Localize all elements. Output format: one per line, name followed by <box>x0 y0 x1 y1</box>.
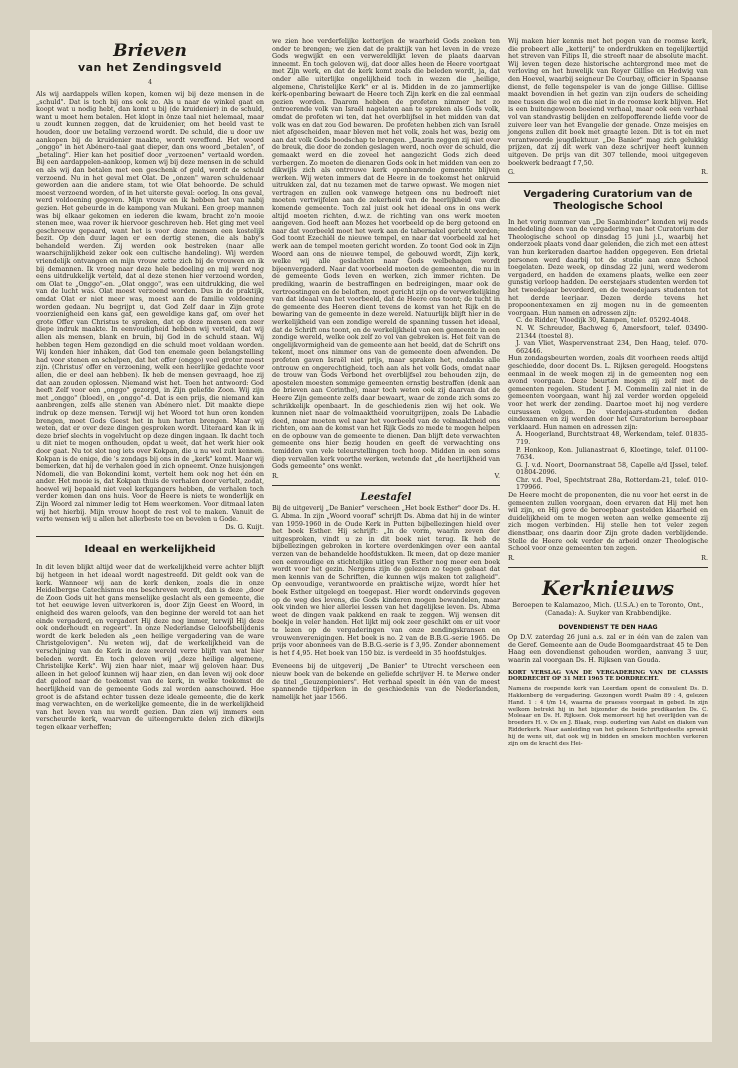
students-list <box>508 317 708 355</box>
col2-body: we zien hoe verderfelijke ketterijen de waarheid Gods zoeken ten onder te brengen; we zien dat de praktijk van het leven in de vreze Gods wegwijkt en een verwereldlijkt leven de plaats daarvan inneemt. En toch geloven wij, dat door alles heen de Heere voortgaat met Zijn werk, en dat de kerk komt zoals die beleden wordt, ja, dat onder alle uiterlijke ongelijkheid toch in wezen die „heilige, algemene, Christelijke Kerk" er al is. Midden in de zo jammerlijke kerk-openbaring bewaart de Heere toch Zijn kerk en die zal eenmaal gezien worden. Daarom hebben de profeten nimmer het zo ontroerende volk van Israël nagelaten aan te spreken als Gods volk, omdat de profeten wi ten, dat het overblijfsel in het midden van dat volk was en dat zou God bewaren. De profeten hebben zich van Israël niet afgescheiden, maar bleven met het volk, zoals het was, bezig om aan dat volk Gods boodschap te brengen. „Daarin zeggen zij niet over de breuk, die door de zonden geslagen werd, noch over de schuld, die gemaakt werd en die zoveel het aangezicht Gods zich deed verbergen. Zo moeten de dienaren Gods ook in het midden van een zo dikwijls zich als ontrouwe kerk openbarende gemeente blijven werken. Wij weten immers dat de Heere in de toekomst het onkruid uitrukken zal, dat nu tezamen met de tarwe opwast. We mogen niet vertragen en zullen ook vanwege hetgeen ons nu bedroeft niet moeten vertwijfelen aan de zekerheid van de heerlijkheid van die komende gemeente. Toch zal juist ook het ideaal ons in ons werk altijd moeten richten, d.w.z. de richting van ons werk moeten aangeven. God heeft aan Mozes het voorbeeld op de berg getoond en naar dat voorbeeld moet het werk aan de tabernakel gericht worden; God toont Ezechiël de nieuwe tempel, en naar dat voorbeeld zal het werk aan de tempel moeten gericht worden. Zo toont God ook in Zijn Woord aan ons de nieuwe tempel, de gebouwd wordt, Zijn kerk, welke wij alle geslachten naar Gods welbehagen wordt bijeenvergaderd. Naar dat voorbeeld moeten de gemeenten, die nu in de gemeente Gods leven en werken, zich immer richten. De prediking, waarin de bestraffingen en bedreigingen, maar ook de vertroostingen en de beloften, moet gericht zijn op de verwerkelijking van dat ideaal van het voorbeeld, dat de Heere ons toont; de tucht in de gemeente des Heeren dient tevens de komst van het Rijk en de bewaring van de gemeente in deze wereld. Natuurlijk blijft hier in de werkelijkheid van een zondige wereld de spanning tussen het ideaal, dat de Schrift ons toont, en de werkelijkheid van een gemeente in een zondige wereld, welke ook zelf zo vol van gebreken is. Het feit van de ongelijkvormigheid van de gemeente aan het beeld, dat de Schrift ons tekent, moet ons nimmer ons van de gemeente doen afwenden. De profeten gaven Israël niet prijs, maar spraken het, ondanks alle ontrouw en ongerechtigheid, toch aan als het volk Gods, omdat naar de trouw van Gods Verbond het overblijfsel zou behouden zijn, de apostelen moesten sommige gemeenten ernstig bestraffen (denk aan de brieven aan Corinthe), maar toch weten ook zij daarvan dat de Heere Zijn gemeente zelfs daar bewaart, waar de zonde zich soms zo schrikkelijk openbaart. In de geschiedenis zien wij het ook. We kunnen niet naar de volmaaktheid vooruitgrijpen, zoals De Labadie deed, maar moeten wel naar het voorbeeld van de volmaaktheid ons richten, om aan de komst van het Rijk Gods zo mede te mogen helpen en de opbouw van de gemeente te dienen. Dan blijft dete verwachten gemeente ons hier bezig houden en geeft de verwachting ons temidden van vele teleurstellingen toch hoop. Midden in een soms diep vervallen kerk voorthe werken, wetende dat „de heerlijkheid van Gods gemeente" ons wenkt. <box>272 37 501 471</box>
col2-signature <box>272 473 500 481</box>
divider <box>36 536 264 537</box>
brieven-title-script: Brieven <box>113 41 187 61</box>
leestafel-title: Leestafel <box>360 492 412 504</box>
leestafel-body2: Eveneens bij de uitgeverij „De Banier" te Utrecht verscheen een nieuw boek van de bekende en geliefde schrijver H. te Merwe onder de titel „Geuzenpioniers". Het verhaal speelt in één van de meest spannende tijdperken in de geschiedenis van de Nederlanden, namelijk het jaar 1566. <box>272 662 500 701</box>
col3-signature <box>508 169 708 177</box>
kerknieuws-title: Kerknieuws <box>542 576 674 601</box>
curatorium-body: In het vorig nummer van „De Saambinder" konden wij reeds mededeling doen van de vergadering van het Curatorium der Theologische school op dinsdag 15 juni j.l., waarbij het onderzoek plaats vond daar gelenden, die zich met een attest van hun kerkeraden daartoe hadden opgegeven. Een drietal personen werd daarbij tot de studie aan onze School toegelaten. Deze week, op dinsdag 22 juni, werd wederom vergaderd, en hadden de examens plaats, welke een zeer gunstig verloop hadden. De eerstejaars studenten werden tot het tweedejaar bevorderd, en de tweedejaars studenten tot het derde leerjaar. Dezen derde tevens het propoonentexamen en zij mogen nu in de gemeenten voorgaan. Hun namen en adressen zijn: <box>508 217 708 317</box>
students-list-2 <box>508 431 708 492</box>
divider <box>272 485 500 486</box>
sig-right: R. <box>701 168 708 177</box>
divider <box>508 567 708 568</box>
verslag-title: KORT VERSLAG VAN DE VERGADERING VAN DE CLASSIS DORDRECHT OP 31 MEI 1965 TE DORDRECHT. <box>508 669 708 683</box>
dovendienst-title: DOVENDIENST TE DEN HAAG <box>558 623 658 631</box>
divider <box>508 182 708 183</box>
newspaper-page <box>30 30 712 1042</box>
sig-right: V. <box>494 471 500 480</box>
ideaal-title: Ideaal en werkelijkheid <box>84 544 216 556</box>
student-item: N. W. Schreuder, Bachweg 6, Amersfoort, telef. 03490-21344 (toestel 8). <box>516 324 708 340</box>
student-item: J. van Vliet, Waspervenstraat 234, Den Haag, telef. 070-662446. <box>516 339 708 355</box>
col3-top: Wij maken hier kennis met het pogen van de roomse kerk, die probeert alle „ketterij" te onderdrukken en tegelijkertijd het streven van Filips II, die streeft naar de absolute macht. Wij leven tegen deze historische achtergrond mee met de verloving en het huwelijk van Reyer Gillise en Hedwig van den Hoevel, waarbij seigneur De Courbay, officier in Spaanse dienst, de felle tegenspeler is van de jonge Gillise. Gillise maakt bovendien in het gezin van zijn ouders de scheiding mee tussen die wel en die niet in de roomse kerk blijven. Het is een buitengewoon boeiend verhaal, maar ook een verhaal vol van standvastig belijden en zelfopofferende liefde voor de zuivere leer van het Evangelie der genade. Onze meisjes en jongens zullen dit boek met graagte lezen. Dit is tot en met verantwoorde jeugdlektuur. „De Banier" mag zich gelukkig prijzen, dat zij dit werk van deze schrijver heeft kunnen uitgeven. De prijs van dit 307 tellende, mooi uitgegeven boekwerk bedraagt f 7,50. <box>508 37 708 167</box>
student-item: A. Hoogerland, Burchtstraat 48, Werkendam, telef. 01835-719. <box>516 430 708 446</box>
column-2 <box>272 30 500 701</box>
sig-left: R. <box>272 471 279 480</box>
student-item: C. de Ridder, Vloedijk 30, Kampen, telef. 05292-4048. <box>516 316 691 325</box>
curatorium-body2: Hun zondagsbeurten worden, zoals dit voorheen reeds altijd geschiedde, door docent Ds. L. Rijksen geregeld. Hoogstens eenmaal in de week mogen zij in de gemeenten nog een avond voorgaan. Deze beurten mogen zij zelf met de gemeenten regelen. Student J. M. Commelin zal niet in de gemeenten voorgaan, want hij zal verder worden opgeleid voor het werk der zending. Daartoe moet hij nog verdere cursussen volgen. De vierdejaars-studenten deden eindexamen en zij werden door het Curatorium beroepbaar verklaard. Hun namen en adressen zijn: <box>508 354 708 431</box>
brieven-title: van het Zendingsveld <box>77 61 223 74</box>
brieven-signature: Ds. G. Kuijt. <box>225 522 264 531</box>
student-item: Chr. v.d. Poel, Spechtstraat 28a, Rotterdam-21, telef. 010-179966. <box>516 475 708 492</box>
kerknieuws-subtitle: Beroepen te Kalamazoo, Mich. (U.S.A.) en te Toronto, Ont., (Canada): A. Suyker van Krabbendijke. <box>512 601 704 617</box>
brieven-body: Als wij aardappels willen kopen, komen wij bij deze mensen in de „schuld". Dat is toch bij ons ook zo. Als u naar de winkel gaat en koopt wat u nodig hebt, dan komt u bij (de kruidenier) in de schuld, want u moet hem betalen. Het klopt in önze taal niet helemaal, maar u zoudt kunnen zeggen, dat de kruidenier, om het beeld vast te houden, door uw betaling verzoend wordt. De schuld, die u door uw aankopen bij de kruidenier maakte, wordt vereffend. Het woord „onggo" in het Abénero-taal gaat dieper, dan ons woord „betalen", of „betaling". Hier kan het positief door „verzoenen" vertaald worden. Bij een aardappelen-aankoop, komen wij bij deze mensen in de schuld en als wij dan betalen met een geschenk of geld, wordt de schuld verzoend. Nu in het geval met Olat. De „onzen" waren schuldenaar geworden aan die andere stam, tot wie Olat behoorde. De schuld moest verzoend worden, of in het uiterste geval: oorlog. In ons geval, werd voldoening gegeven. Mijn vrouw en ik hebben het van nabij gezien. Het gebeurde in de kampong van Mukani. Een groep mannen was bij elkaar gekomen en iederen die kwam, bracht zo'n mooie stenen mee, waa rover ik hiervoor geschreven heb. Het ging met veel geschreeuw gepaard, want het is voor deze mensen een kostelijk bezit. Op den duur lagen er een dertig stenen, die als baby's behandeld werden. Zij werden ook bestreken (naar alle waarschijnlijkheid zeker ook een cultische handeling). Wij werden vriendelijk ontvangen en mijn vrouw zette zich bij de vrouwen en ik bij demannen. Ik vroeg naar deze hele bedoeling en mij werd nog eens uitdrukkelijk verteld, dat al deze stenen hier verzoend worden, om Olat te „Onggo"-en. „Olat onggo", was een uitdrukking, die wel van de lucht was. Olat moest verzoend worden. Dus in de praktijk, omdat Olat er niet meer was, moest aan de familie voldoening worden gedaan. Nu begrijpt u, dat God Zelf daar in Zijn grote voorzienigheid een kans gaf, een geweldige kans gaf, om over het grote Offer van Christus te spreken, dat op deze mensen een zeer diepe indruk maakte. In eenvoudigheid hebben wij verteld, dat wij allen als mensen, blank en bruin, bij God in de schuld staan. Wij hebben tegen Hem gezondigd en die schuld moet voldaan worden. Wij konden hier inhaken, dat God ten enemale geen belangstelling had voor stenen en schelpen, dat het offer (onggo) veel groter moest zijn. (Christus' offer en verzoening, welk een heerlijke gedachte voor allen, die er deel aan hebben). Ik heb de mensen gevraagd, hoe zij dat aan zouden oplossen. Niemand wist het. Toen het antwoord: God heeft Zelf voor een „onggo" gezorgd, in Zijn geliefde Zoon. Wij zijn met „onggo" (bloed), en „onggo"-d. Dat is een prijs, die niemand kan aanbrengen, zelfs alle stenen van Abénero niet. Dit maakte diepe indruk op deze mensen. Terwijl wij het Woord tot hun oren konden brengen, moet Gods Geest het in hun harten brengen. Maar wij weten, dat er over deze dingen gesproken wordt. Uiteraard kan ik in deze brief slechts in vogelvlucht op deze dingen ingaan. Ik dacht toch u dit niet te mogen onthouden, opdat u weet, dat het werk hier ook door gaat. Nu tot slot nog iets over Kokpan, die u nu wel zult kennen. Kokpan is de enige, die 's zondags bij ons in de „kerk" komt. Maar wij bemerken, dat hij de verhalen goed in zich opneemt. Onze huisjongen Ndomeli, die van Bokondini komt, vertelt hem ook nog het één en ander. Het mooie is, dat Kokpan thuis de verhalen door vertelt, zodat, hoewel wij bepaald niet veel kerkgangers hebben, de verhalen toch verder komen dan ons huis. Voor de Heere is niets te wonderlijk en Zijn Woord zal nimmer ledig tot Hem weerkomen. Voor ditmaal laten wij het hierbij. Mijn vrouw hoopt de rest vol te maken. Vanuit de verte wensen wij u allen het allerbeste toe en bevelen u Gode. <box>36 90 264 524</box>
leestafel-body: Bij de uitgeverij „De Banier" verscheen „Het boek Esther" door Ds. H. G. Abma. In zijn „Woord vooraf" schrijft Ds. Abma dat hij in de winter van 1959-1960 in de Oude Kerk in Putten bijbellezingen hield over het boek Esther. Hij schrijft: „In de vorm, waarin zeven der uitgesproken, vindt u ze in dit boek niet terug. Ik heb de bijbellezingen gebroken in kortere overdenkingen over een aantal verzen van de behandelde hoofdstukken. Ik meen, dat op deze manier een eenvoudige en stichtelijke uitleg van Esther nog meer een boek wordt voor het gezin. Nergens zijn de gelezen zo tegen gebaat dat men kennis van de Schriften, die kunnen wijs maken tot zaligheid". Op eenvoudige, verantwoorde en praktische wijze, wordt hier het boek Esther uitgelegd en toegepast. Hier wordt ondervinds gegeven op de weg des levens, die Gods kinderen mogen bewandelen, maar ook vinden we hier allerlei lessen van het dagelijkse leven. Ds. Abma weet de dingen vaak pakkend en raak te zeggen. Wij wensen dit boekje in veler handen. Het lijkt mij ook zeer geschikt om er uit voor te lezen op de vergaderingen van onze zendingskransen en vrouwenverenigingen. Het boek is no. 2 van de B.B.G.-serie 1965. De prijs voor abonnees van de B.B.G.-serie is f 3,95. Zonder abonnement is het f 4,95. Het boek van 150 biz. is verdeeld in 35 hoofdstukjes. <box>272 504 500 657</box>
curatorium-signature <box>508 555 708 563</box>
curatorium-title: Vergadering Curatorium van de Theologische School <box>523 188 693 212</box>
student-item: G. J. v.d. Noort, Doornanstraat 58, Capelle a/d IJssel, telef. 01804-2096. <box>516 460 708 477</box>
brieven-number: 4 <box>148 79 152 86</box>
curatorium-body3: De Heere mocht de proponenten, die nu voor het eerst in de gemeenten zullen voorgaan, doen ervaren dat Hij met hen wil zijn, en Hij geve de beroepbaar gestelden klaarheid en duidelijkheid om te mogen weten aan welke gemeente zij zich mogen verbinden. Hij stelle hen tot veler zegen dienstbaar, ons daarin door Zijn grote daden verblijdende. Stelle de Heere ook verder de arbeid onzer Theologische School voor onze gemeenten ten zegen. <box>508 491 708 553</box>
sig-right: R. <box>701 553 708 562</box>
sig-left: G. <box>508 168 515 177</box>
ideaal-body: In dit leven blijkt altijd weer dat de werkelijkheid verre achter blijft bij hetgeen in het ideaal wordt nagestreefd. Dit geldt ook van de kerk. Wanneer wij aan de kerk denken, zoals die in onze Heidelbergse Catechismus ons beschreven wordt, dan is deze „door de Zoon Gods uit het gans menselijke geslacht als een gemeente, die tot het eeuwige leven uitverkoren is, door Zijn Geest en Woord, in enigheid des waren geloofs, van den beginne der wereld tot aan het einde vergaderd, en vergadert Hij deze nog immer, terwijl Hij deze ook onderhoudt en regeert". In onze Nederlandse Geloofsbelijdenis wordt de kerk beleden als „een heilige vergadering van de ware Christgelovigen". Nu weten wij, dat de werkelijkheid van de verschijning van de Kerk in deze wereld verre blijft van wat hier beleden wordt. En toch geloven wij „deze heilige algemene, Christelijke Kerk". Wij zien haar niet, maar wij geloven haar. Dus alleen in het geloof kunnen wij haar zien, en dan leven wij ook door dat geloof naar de toekomst van de kerk, in welke toekomst de heerlijkheid van de gemeente Gods zal worden aanschouwd. Hoe groot is de afstand echter tussen deze ideale gemeente, die de kerk mag verwachten, en de werkelijke gemeente, die in de werkelijkheid van het leven van nu wordt gezien. Dan zien wij immers een verscheurde kerk, waarvan de uiteengerukte delen zich dikwijls tegen elkaar verheffen; <box>36 563 264 731</box>
column-1 <box>36 30 264 732</box>
verslag-body: Namens de roepende kerk van Leerdam opent de consulent Ds. D. Hakkenberg de vergadering. Gezongen wordt Psalm 89 : 4, gelezen Hand. 1 : 4 t/m 14, waarna de praeses voorgaat in gebed. In zijn welkom betrekt hij in het bijzonder de beide predikanten Ds. C. Moleaar en Ds. H. Rijksen. Ook memoreert hij het overlijden van de broeders H. v. Os en J. Blaak, resp. ouderling van Aalst en diaken van Ridderkerk. Naar aanleiding van het gelezen Schriftgedeelte spreekt hij de wens uit, dat ook wij in bidden en smeken mochten verkeren zijn om de kracht des Hei- <box>508 686 708 747</box>
sig-left: R. <box>508 553 515 562</box>
column-3 <box>508 30 708 747</box>
student-item: P. Honkoop, Kon. Julianastraat 6, Kloetinge, telef. 01100-7634. <box>516 445 708 462</box>
dovendienst-body: Op D.V. zaterdag 26 juni a.s. zal er in één van de zalen van de Geref. Gemeente aan de Oude Boomgaardstraat 45 te Den Haag een dovendienst gehouden worden, aanvang 3 uur, waarin zal voorgaan Ds. H. Rijksen van Gouda. <box>508 633 708 664</box>
